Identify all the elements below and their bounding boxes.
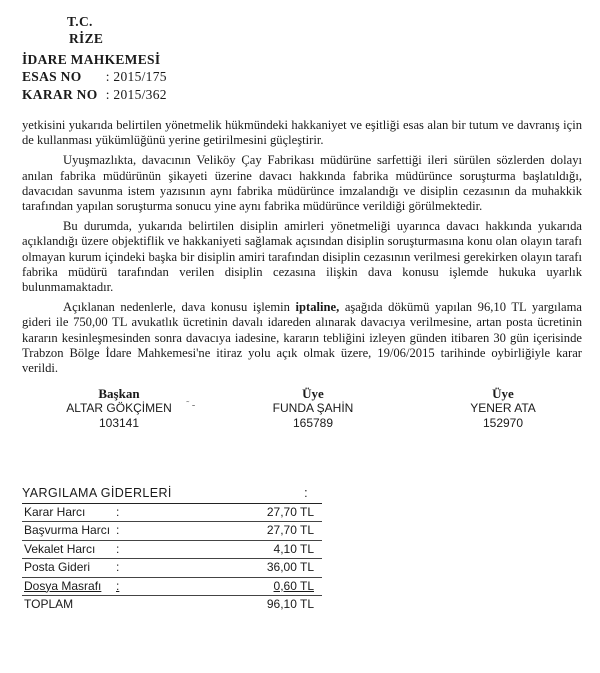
karar-no-value: : 2015/362 (105, 87, 167, 102)
signature-role: Başkan (98, 386, 140, 401)
esas-no-label: ESAS NO (22, 69, 82, 84)
decision-body (22, 118, 582, 381)
cost-amount: 96,10 TL (266, 596, 314, 611)
paragraph-2: Uyuşmazlıkta, davacının Veliköy Çay Fabrikası müdürüne sarfettiği ileri sürülen sözlerden dolayı anılan fabrika müdürünün şikayeti üzerine davacı hakkında fabrika müdürünce soruşturma başlatıldığı, davacıdan savunma istem yazısının aynı fabrika müdürünce imzalandığı ve disiplin cezasının da muhakkik tarafından yapılan soruşturma sonucu yine aynı fabrika müdürünce verildiği görülmektedir. (22, 153, 582, 214)
table-row-total (22, 596, 322, 613)
table-row (22, 578, 322, 596)
signature-name: YENER ATA (470, 401, 536, 415)
cost-colon: : (116, 523, 120, 538)
signature-number: 165789 (292, 416, 334, 430)
signature-number: 103141 (98, 416, 140, 430)
stamp-mark: ˜ - (186, 400, 196, 411)
signature-role: Üye (302, 386, 324, 401)
cost-amount: 0,60 TL (273, 578, 314, 593)
signature-name: FUNDA ŞAHİN (272, 401, 354, 415)
cost-amount: 27,70 TL (266, 505, 314, 519)
signature-name: ALTAR GÖKÇİMEN (66, 401, 172, 415)
costs-title (22, 486, 322, 504)
karar-no-row (22, 87, 167, 103)
cost-name: Posta Gideri (24, 560, 91, 575)
signature-president (44, 386, 194, 431)
paragraph-4-start: Açıklanan nedenlerle, dava konusu işlemin (63, 300, 296, 315)
paragraph-1: yetkisini yukarıda belirtilen yönetmelik hükmündeki hakkaniyet ve eşitliği esas alan bir tutum ve davranış için de kullanması yükümlüğünü yerine getirilmesini güçleştirir. (22, 118, 582, 148)
costs-table (22, 486, 322, 613)
esas-no-value: : 2015/175 (105, 69, 167, 84)
cost-colon: : (116, 505, 120, 519)
cost-amount: 4,10 TL (273, 541, 314, 556)
signature-member-1 (258, 386, 368, 431)
table-row (22, 522, 322, 540)
karar-no-label: KARAR NO (22, 87, 98, 102)
cost-name: Karar Harcı (24, 505, 86, 519)
cost-name: Başvurma Harcı (24, 523, 111, 538)
cost-name: Dosya Masrafı (24, 578, 102, 593)
cost-name: Vekalet Harcı (24, 541, 96, 556)
table-row (22, 504, 322, 522)
signature-number: 152970 (482, 416, 524, 430)
header-tc: T.C. (67, 14, 93, 29)
costs-title-text: YARGILAMA GİDERLERİ (22, 486, 172, 500)
header-city: RİZE (69, 31, 104, 46)
cost-colon: : (116, 560, 120, 575)
esas-no-row (22, 69, 167, 85)
paragraph-4-verdict: iptaline, (295, 300, 340, 315)
table-row (22, 559, 322, 577)
costs-title-colon: : (304, 486, 308, 500)
paragraph-4-continuation: aşağıda dökümü yapılan 96,10 TL yargılama gideri ile 750,00 TL avukatlık ücretinin davalı idareden alınarak davacıya verilmesine, artan posta ücretinin kararın kesinleşmesinden sonra davacıya iadesine, kararın tebliğini izleyen günden itibaren 30 gün içerisinde Trabzon Bölge İdare Mahkemesi'ne itiraz yolu açık olmak üzere, 19/06/2015 tarihinde oybirliğiyle karar verildi. (22, 300, 582, 376)
cost-amount: 27,70 TL (266, 523, 314, 538)
signature-member-2 (448, 386, 558, 431)
table-row (22, 541, 322, 559)
paragraph-4 (22, 300, 582, 376)
header-court: İDARE MAHKEMESİ (22, 52, 161, 67)
cost-colon: : (116, 541, 120, 556)
paragraph-3: Bu durumda, yukarıda belirtilen disiplin amirleri yönetmeliği uyarınca davacı hakkında yukarıda açıklandığı üzere objektiflik ve hakkaniyeti sağlamak açısından disiplin soruşturmasına konu olan olayın tarafı olmayan kurum içindeki başka bir disiplin amiri tarafından disiplin cezasının verilmesi gerekirken olayın tarafı fabrika müdürü tarafından verilen disiplin cezasına ilişkin dava konusu işlemde hukuka uyarlık bulunmamaktadır. (22, 219, 582, 295)
signature-role: Üye (492, 386, 514, 401)
cost-amount: 36,00 TL (266, 560, 314, 575)
cost-colon: : (116, 578, 120, 593)
cost-name: TOPLAM (24, 596, 74, 611)
